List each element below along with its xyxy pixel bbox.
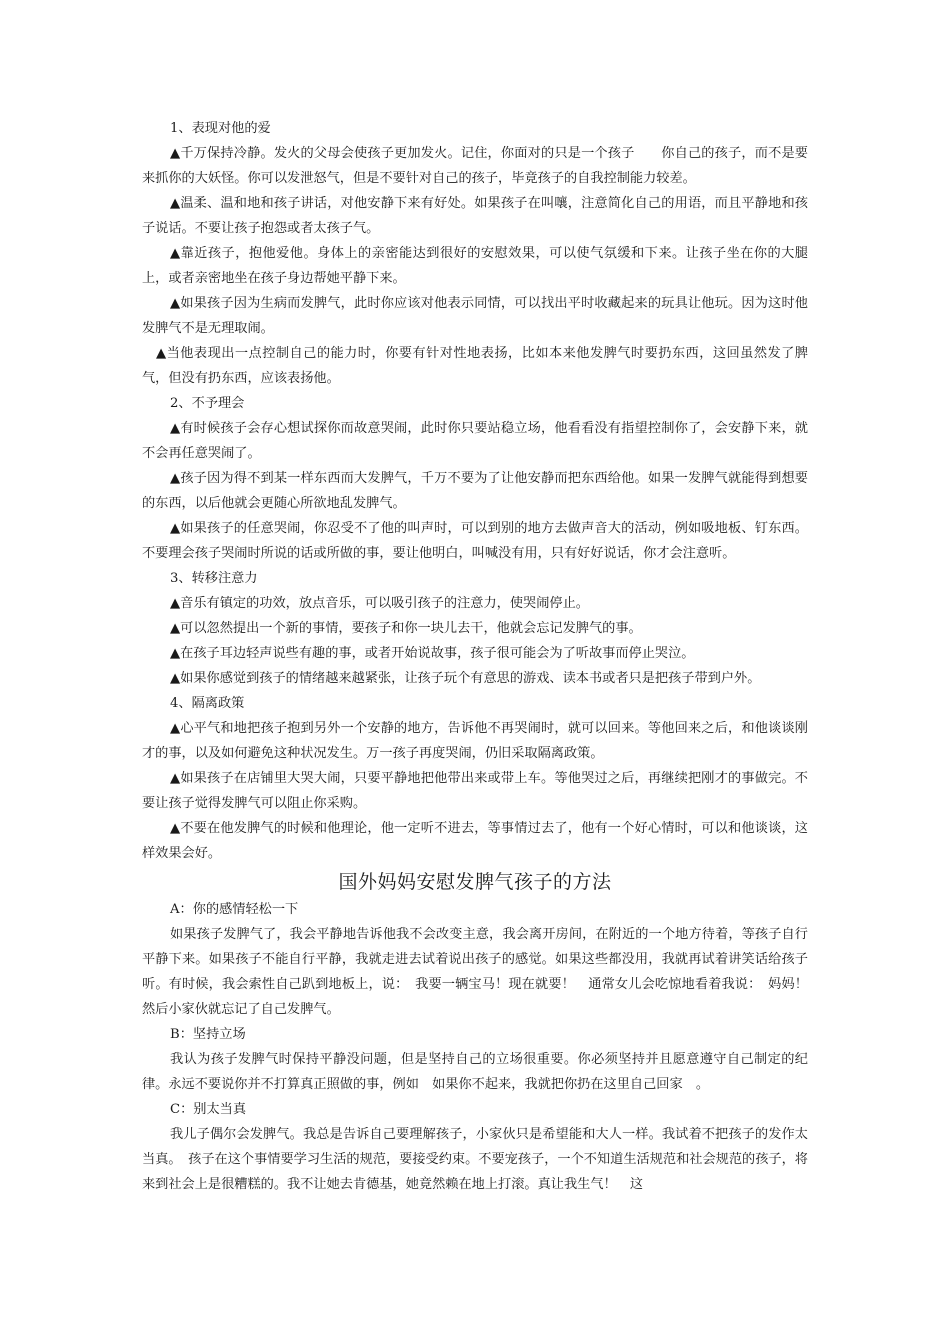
subsection-a-heading: A：你的感情轻松一下 bbox=[170, 902, 299, 917]
subsection-b-text: 我认为孩子发脾气时保持平静没问题，但是坚持自己的立场很重要。你必须坚持并且愿意遵守自己制定的纪律。永远不要说你并不打算真正照做的事，例如 如果你不起来，我就把你扔在这里自己回家 。 bbox=[142, 1052, 808, 1092]
section-3-paragraph: ▲在孩子耳边轻声说些有趣的事，或者开始说故事，孩子很可能会为了听故事而停止哭泣。 bbox=[170, 646, 695, 661]
subsection-c-heading: C：别太当真 bbox=[170, 1102, 247, 1117]
section-4-paragraph: ▲不要在他发脾气的时候和他理论，他一定听不进去，等事情过去了，他有一个好心情时，可以和他谈谈，这样效果会好。 bbox=[142, 821, 808, 861]
section-1-paragraph: ▲温柔、温和地和孩子讲话，对他安静下来有好处。如果孩子在叫嚷，注意简化自己的用语，而且平静地和孩子说话。不要让孩子抱怨或者太孩子气。 bbox=[142, 196, 808, 236]
section-4-heading: 4、隔离政策 bbox=[170, 696, 245, 711]
section-2-paragraph: ▲孩子因为得不到某一样东西而大发脾气，千万不要为了让他安静而把东西给他。如果一发脾气就能得到想要的东西，以后他就会更随心所欲地乱发脾气。 bbox=[142, 471, 808, 511]
article-title: 国外妈妈安慰发脾气孩子的方法 bbox=[338, 871, 612, 893]
section-1-paragraph: ▲如果孩子因为生病而发脾气，此时你应该对他表示同情，可以找出平时收藏起来的玩具让他玩。因为这时他发脾气不是无理取闹。 bbox=[142, 296, 808, 336]
subsection-b-heading: B：坚持立场 bbox=[170, 1027, 246, 1042]
section-4-paragraph: ▲心平气和地把孩子抱到另外一个安静的地方，告诉他不再哭闹时，就可以回来。等他回来之后，和他谈谈刚才的事，以及如何避免这种状况发生。万一孩子再度哭闹，仍旧采取隔离政策。 bbox=[142, 721, 808, 761]
section-2-heading: 2、不予理会 bbox=[170, 396, 245, 411]
subsection-a-text: 如果孩子发脾气了，我会平静地告诉他我不会改变主意，我会离开房间，在附近的一个地方待着，等孩子自行平静下来。如果孩子不能自行平静，我就走进去试着说出孩子的感觉。如果这些都没用，我就再试着讲笑话给孩子听。有时候，我会索性自己趴到地板上，说： 我要一辆宝马！现在就要！ 通常女儿会吃惊地看着我说： 妈妈！ 然后小家伙就忘记了自己发脾气。 bbox=[142, 927, 848, 1017]
section-3-paragraph: ▲可以忽然提出一个新的事情，要孩子和你一块儿去干，他就会忘记发脾气的事。 bbox=[170, 621, 642, 636]
section-3-paragraph: ▲如果你感觉到孩子的情绪越来越紧张，让孩子玩个有意思的游戏、读本书或者只是把孩子带到户外。 bbox=[170, 671, 761, 686]
section-2-paragraph: ▲如果孩子的任意哭闹，你忍受不了他的叫声时，可以到别的地方去做声音大的活动，例如吸地板、钉东西。不要理会孩子哭闹时所说的话或所做的事，要让他明白，叫喊没有用，只有好好说话，你才会注意听。 bbox=[142, 521, 808, 561]
document-body bbox=[142, 116, 848, 1197]
section-3-heading: 3、转移注意力 bbox=[170, 571, 258, 586]
section-1-paragraph: ▲当他表现出一点控制自己的能力时，你要有针对性地表扬，比如本来他发脾气时要扔东西，这回虽然发了脾气，但没有扔东西，应该表扬他。 bbox=[142, 346, 808, 386]
subsection-c-text: 我儿子偶尔会发脾气。我总是告诉自己要理解孩子，小家伙只是希望能和大人一样。我试着不把孩子的发作太当真。 孩子在这个事情要学习生活的规范，要接受约束。不要宠孩子，一个不知道生活规范和社会规范的孩子，将来到社会上是很糟糕的。我不让她去肯德基，她竟然赖在地上打滚。真让我生气！ 这 bbox=[142, 1127, 808, 1192]
section-4-paragraph: ▲如果孩子在店铺里大哭大闹，只要平静地把他带出来或带上车。等他哭过之后，再继续把刚才的事做完。不要让孩子觉得发脾气可以阻止你采购。 bbox=[142, 771, 808, 811]
section-1-heading: 1、表现对他的爱 bbox=[170, 121, 271, 136]
section-1-paragraph: ▲千万保持冷静。发火的父母会使孩子更加发火。记住，你面对的只是一个孩子 你自己的孩子，而不是要来抓你的大妖怪。你可以发泄怒气，但是不要针对自己的孩子，毕竟孩子的自我控制能力较差。 bbox=[142, 146, 808, 186]
section-3-paragraph: ▲音乐有镇定的功效，放点音乐，可以吸引孩子的注意力，使哭闹停止。 bbox=[170, 596, 589, 611]
section-2-paragraph: ▲有时候孩子会存心想试探你而故意哭闹，此时你只要站稳立场，他看看没有指望控制你了，会安静下来，就不会再任意哭闹了。 bbox=[142, 421, 808, 461]
section-1-paragraph: ▲靠近孩子，抱他爱他。身体上的亲密能达到很好的安慰效果，可以使气氛缓和下来。让孩子坐在你的大腿上，或者亲密地坐在孩子身边帮她平静下来。 bbox=[142, 246, 808, 286]
